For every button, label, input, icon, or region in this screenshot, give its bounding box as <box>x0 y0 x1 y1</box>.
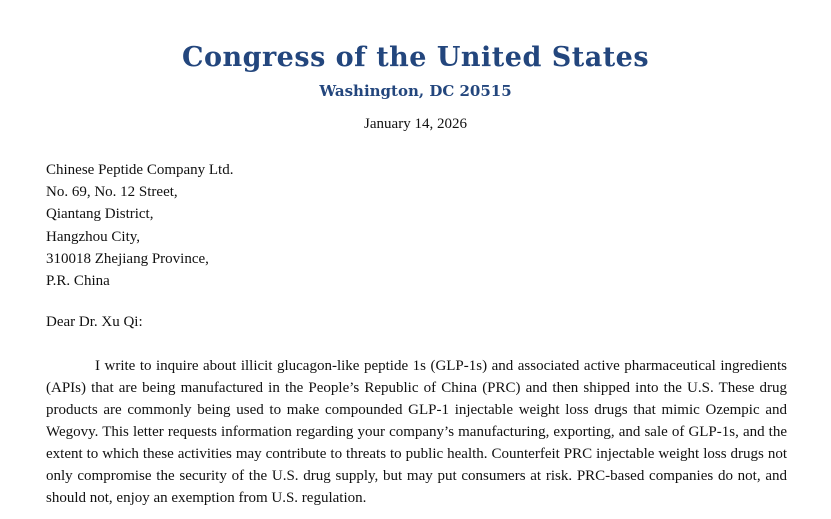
address-line: No. 69, No. 12 Street, <box>46 184 178 201</box>
letterhead-title: Congress of the United States <box>181 42 650 73</box>
body-paragraph: I write to inquire about illicit glucagon-like peptide 1s (GLP-1s) and associated active pharmaceutical ingredients (APIs) that are being manufactured in the People’s Republic of China (PRC) and then shipped into the U.S. These drug products are commonly being used to make compounded GLP-1 injectable weight loss drugs that mimic Ozempic and Wegovy. This letter requests information regarding your company’s manufacturing, exporting, and sale of GLP-1s, and the extent to which these activities may contribute to threats to public health. Counterfeit PRC injectable weight loss drugs not only compromise the security of the U.S. drug supply, but may put consumers at risk. PRC-based companies do not, and should not, enjoy an exemption from U.S. regulation. <box>46 358 787 506</box>
address-line: P.R. China <box>46 273 110 290</box>
letterhead-subtitle: Washington, DC 20515 <box>319 82 512 100</box>
address-line: 310018 Zhejiang Province, <box>46 250 209 267</box>
letterhead <box>0 40 831 102</box>
address-line: Chinese Peptide Company Ltd. <box>46 162 234 178</box>
address-line: Hangzhou City, <box>46 228 141 245</box>
salutation: Dear Dr. Xu Qi: <box>46 314 143 330</box>
address-line: Qiantang District, <box>46 206 154 223</box>
letter-date: January 14, 2026 <box>364 116 467 132</box>
recipient-address <box>46 159 233 292</box>
